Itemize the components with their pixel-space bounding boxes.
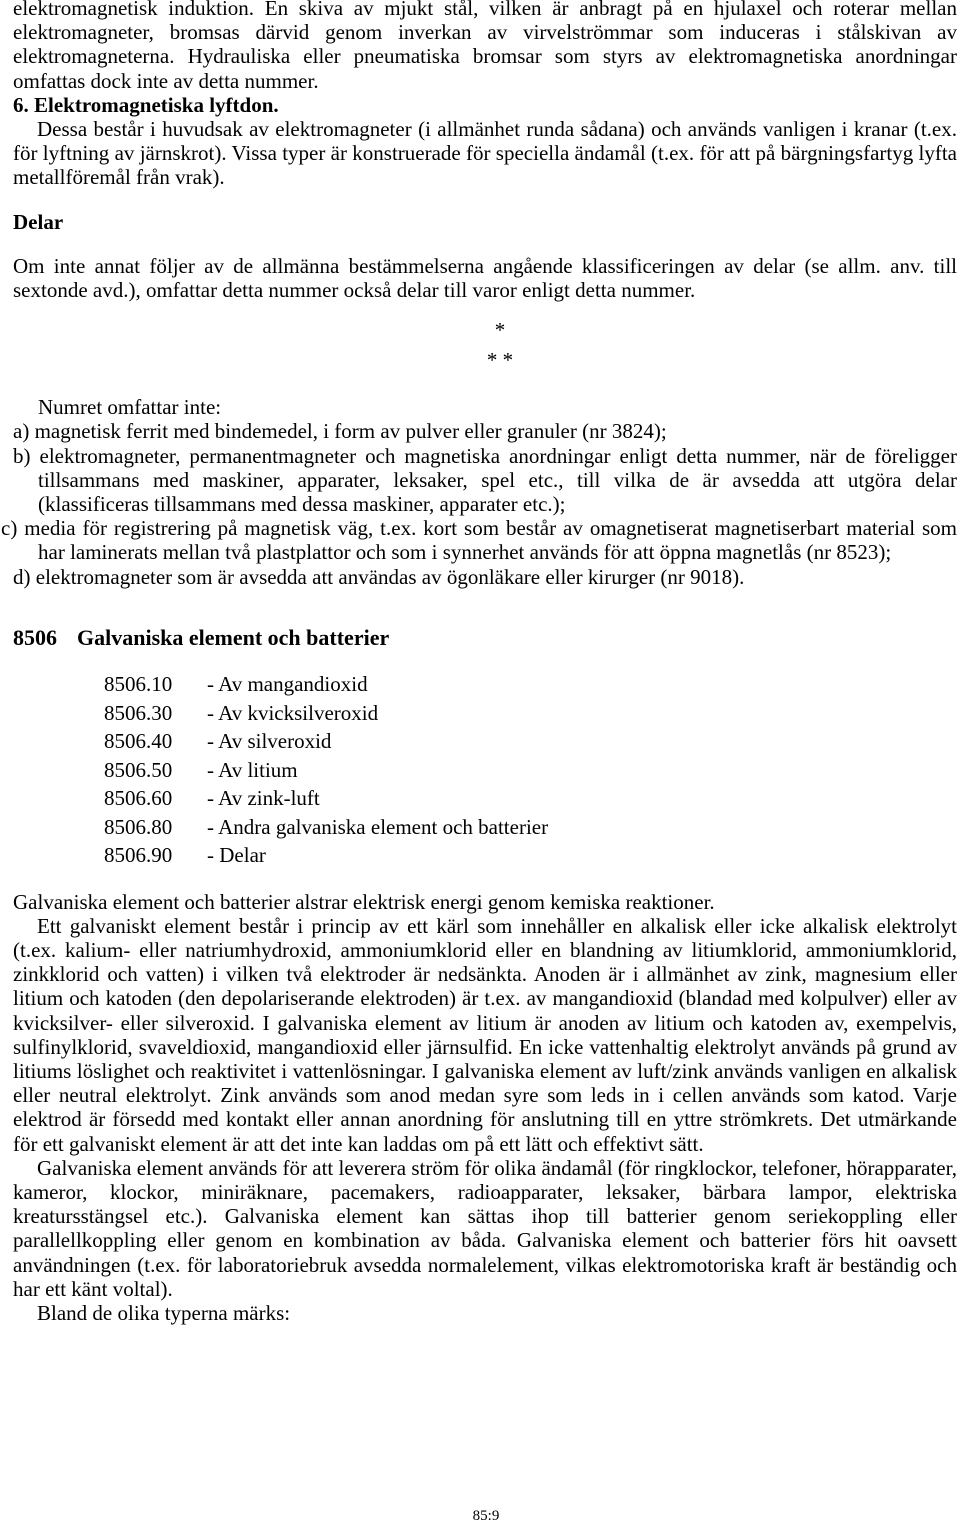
subheading-code: 8506.10 — [104, 672, 173, 697]
exclusion-item-c: c) media för registrering på magnetisk väg, t.ex. kort som består av omagnetiserat magnetiserbart material som har laminerats mellan två plastplattor och som i synnerhet används för att öppna magnetlås (nr 8523); — [1, 516, 957, 565]
subheading-row — [104, 758, 548, 787]
body-text — [13, 890, 957, 1326]
subheading-label: - Delar — [207, 843, 266, 868]
subheading-code: 8506.60 — [104, 786, 173, 811]
subheading-code: 8506.80 — [104, 814, 173, 839]
document-page — [1, 0, 957, 1326]
delar-paragraph: Om inte annat följer av de allmänna bestämmelserna angående klassificeringen av delar (se allm. anv. till sextonde avd.), omfattar detta nummer också delar till varor enligt detta nummer. — [13, 253, 957, 303]
subheading-code: 8506.30 — [104, 700, 173, 725]
subheading-label: - Av mangandioxid — [207, 672, 368, 697]
subheading-label: - Av zink-luft — [207, 786, 320, 811]
subheading-label: - Av litium — [207, 757, 298, 782]
subheading-row — [104, 843, 548, 872]
subheading-row — [104, 729, 548, 758]
heading-8506 — [13, 626, 957, 650]
section-6-paragraph: Dessa består i huvudsak av elektromagneter (i allmänhet runda sådana) och används vanligen i kranar (t.ex. för lyftning av järnskrot). Vissa typer är konstruerade för speciella ändamål (t.ex. för att på bärgningsfartyg lyfta metallföremål från vrak). — [13, 117, 957, 190]
subheading-row — [104, 815, 548, 844]
subheading-code: 8506.90 — [104, 843, 173, 868]
exclusion-item-d: d) elektromagneter som är avsedda att användas av ögonläkare eller kirurger (nr 9018). — [13, 564, 745, 589]
section-heading-6: 6. Elektromagnetiska lyftdon. — [13, 92, 279, 117]
delar-heading: Delar — [13, 209, 64, 234]
subheading-row — [104, 786, 548, 815]
separator-stars — [13, 315, 957, 375]
subheading-row — [104, 701, 548, 730]
subheading-code: 8506.50 — [104, 757, 173, 782]
page-footer — [0, 1507, 960, 1525]
exclusions-intro: Numret omfattar inte: — [38, 395, 222, 420]
subheading-code: 8506.40 — [104, 729, 173, 754]
body-paragraph-1: Galvaniska element och batterier alstrar elektrisk energi genom kemiska reaktioner. — [13, 889, 715, 914]
star-line-1: * — [494, 318, 506, 343]
star-line-2: * * — [486, 348, 514, 373]
intro-paragraph: elektromagnetisk induktion. En skiva av mjukt stål, vilken är anbragt på en hjulaxel och roterar mellan elektromagneter, bromsas därvid genom inverkan av virvelströmmar som induceras i stålskivan av elektromagneterna. Hydrauliska eller pneumatiska bromsar som styrs av elektromagnetiska anordningar omfattas dock inte av detta nummer. — [13, 0, 957, 93]
exclusions-block — [1, 395, 957, 589]
subheading-row — [104, 672, 548, 701]
page-number: 85:9 — [472, 1508, 500, 1524]
body-paragraph-4: Bland de olika typerna märks: — [37, 1301, 291, 1326]
heading-code: 8506 — [13, 624, 57, 650]
subheading-label: - Av kvicksilveroxid — [207, 700, 379, 725]
body-paragraph-3: Galvaniska element används för att leverera ström för olika ändamål (för ringklockor, telefoner, hörapparater, kameror, klockor, miniräknare, pacemakers, radioapparater, leksaker, bärbara lampor, elektriska kreatursstängsel etc.). Galvaniska element kan sättas ihop till batterier genom seriekoppling eller parallellkoppling eller genom en kombination av båda. Galvaniska element och batterier förs hit oavsett användningen (t.ex. för laboratoriebruk avsedda normalelement, vilkas elektromotoriska kraft är beständig och har ett känt voltal). — [13, 1155, 957, 1301]
heading-title: Galvaniska element och batterier — [77, 624, 390, 650]
subheading-table — [104, 672, 548, 872]
subheading-label: - Andra galvaniska element och batterier — [207, 814, 549, 839]
exclusion-item-b: b) elektromagneter, permanentmagneter och magnetiska anordningar enligt detta nummer, när de föreligger tillsammans med maskiner, apparater, leksaker, spel etc., till vilka de är avsedda att utgöra delar (klassificeras tillsammans med dessa maskiner, apparater etc.); — [13, 443, 957, 517]
exclusion-item-a: a) magnetisk ferrit med bindemedel, i form av pulver eller granuler (nr 3824); — [13, 419, 667, 444]
subheading-label: - Av silveroxid — [207, 729, 332, 754]
body-paragraph-2: Ett galvaniskt element består i princip av ett kärl som innehåller en alkalisk eller icke alkalisk elektrolyt (t.ex. kalium- eller natriumhydroxid, ammoniumklorid eller en blandning av litiumklorid, ammoniumklorid, zinkklorid och vatten) i vilken två elektroder är nedsänkta. Anoden är i allmänhet av zink, magnesium eller litium och katoden (den depolariserande elektroden) är t.ex. av mangandioxid (blandad med kolpulver) eller av kvicksilver- eller silveroxid. I galvaniska element av litium är anoden av litium och katoden av, exempelvis, sulfinylklorid, svaveldioxid, mangandioxid eller järnsulfid. En icke vattenhaltig elektrolyt används på grund av litiums löslighet och reaktivitet i vattenlösningar. I galvaniska element av luft/zink används vanligen en alkalisk eller neutral elektrolyt. Zink används som anod medan syre som leds in i cellen används som katod. Varje elektrod är försedd med kontakt eller annan anordning för anslutning till en yttre strömkrets. Det utmärkande för ett galvaniskt element är att det inte kan laddas om på ett lätt och effektivt sätt. — [13, 913, 957, 1156]
